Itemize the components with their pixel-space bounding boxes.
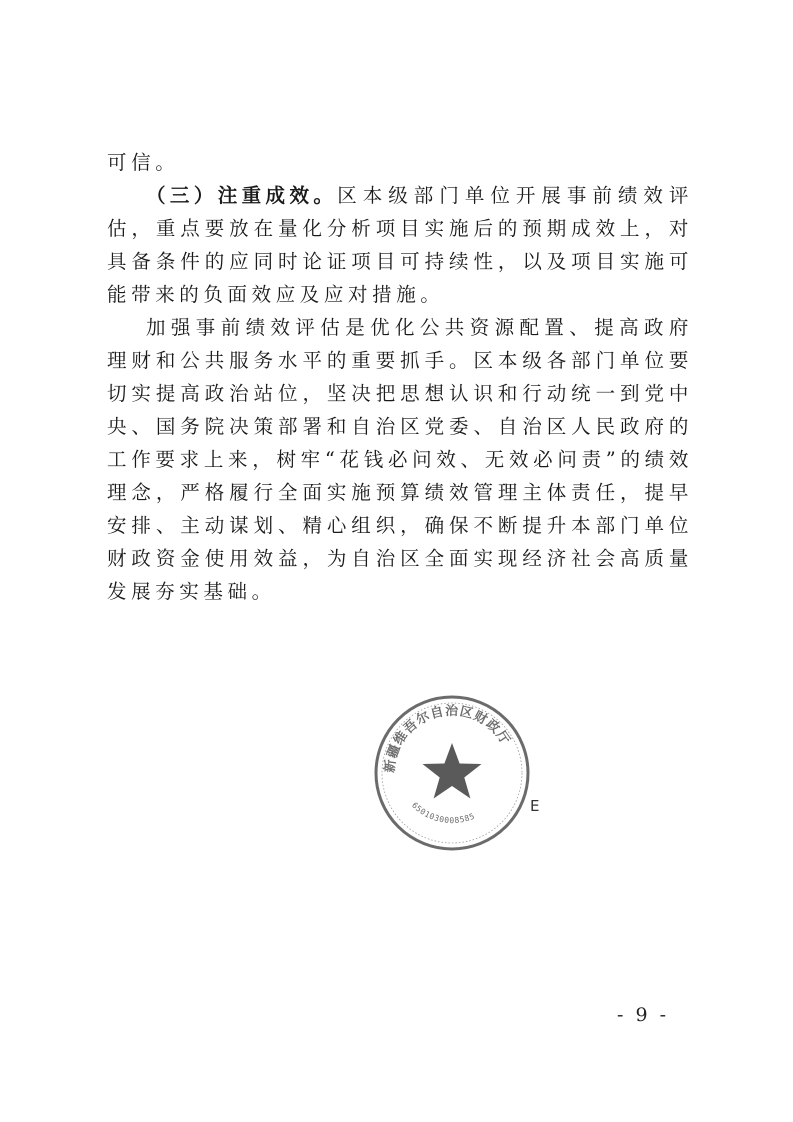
page-number: - 9 - bbox=[617, 1004, 670, 1026]
section-3-text: 区本级部门单位开展事前绩效评估，重点要放在量化分析项目实施后的预期成效上，对具备条件的应同时论证项目可持续性，以及项目实施可能带来的负面效应及应对措施。 bbox=[107, 184, 693, 306]
seal-star-icon bbox=[423, 743, 482, 799]
side-mark: E bbox=[530, 797, 540, 815]
closing-paragraph: 加强事前绩效评估是优化公共资源配置、提高政府理财和公共服务水平的重要抓手。区本级各部门单位要切实提高政治站位，坚决把思想认识和行动统一到党中央、国务院决策部署和自治区党委、自治区人民政府的工作要求上来，树牢“花钱必问效、无效必问责”的绩效理念，严格履行全面实施预算绩效管理主体责任，提早安排、主动谋划、精心组织，确保不断提升本部门单位财政资金使用效益，为自治区全面实现经济社会高质量发展夯实基础。 bbox=[107, 316, 693, 603]
continuation-line: 可信。 bbox=[107, 151, 180, 174]
official-seal bbox=[372, 693, 532, 853]
seal-number: 6501030008585 bbox=[410, 800, 477, 826]
section-3-heading: （三）注重成效。 bbox=[146, 184, 338, 207]
seal-arc-text: 新疆维吾尔自治区财政厅 bbox=[382, 703, 513, 774]
seal-graphic bbox=[372, 693, 532, 853]
section-3-paragraph bbox=[107, 179, 693, 311]
document-body bbox=[107, 146, 693, 608]
